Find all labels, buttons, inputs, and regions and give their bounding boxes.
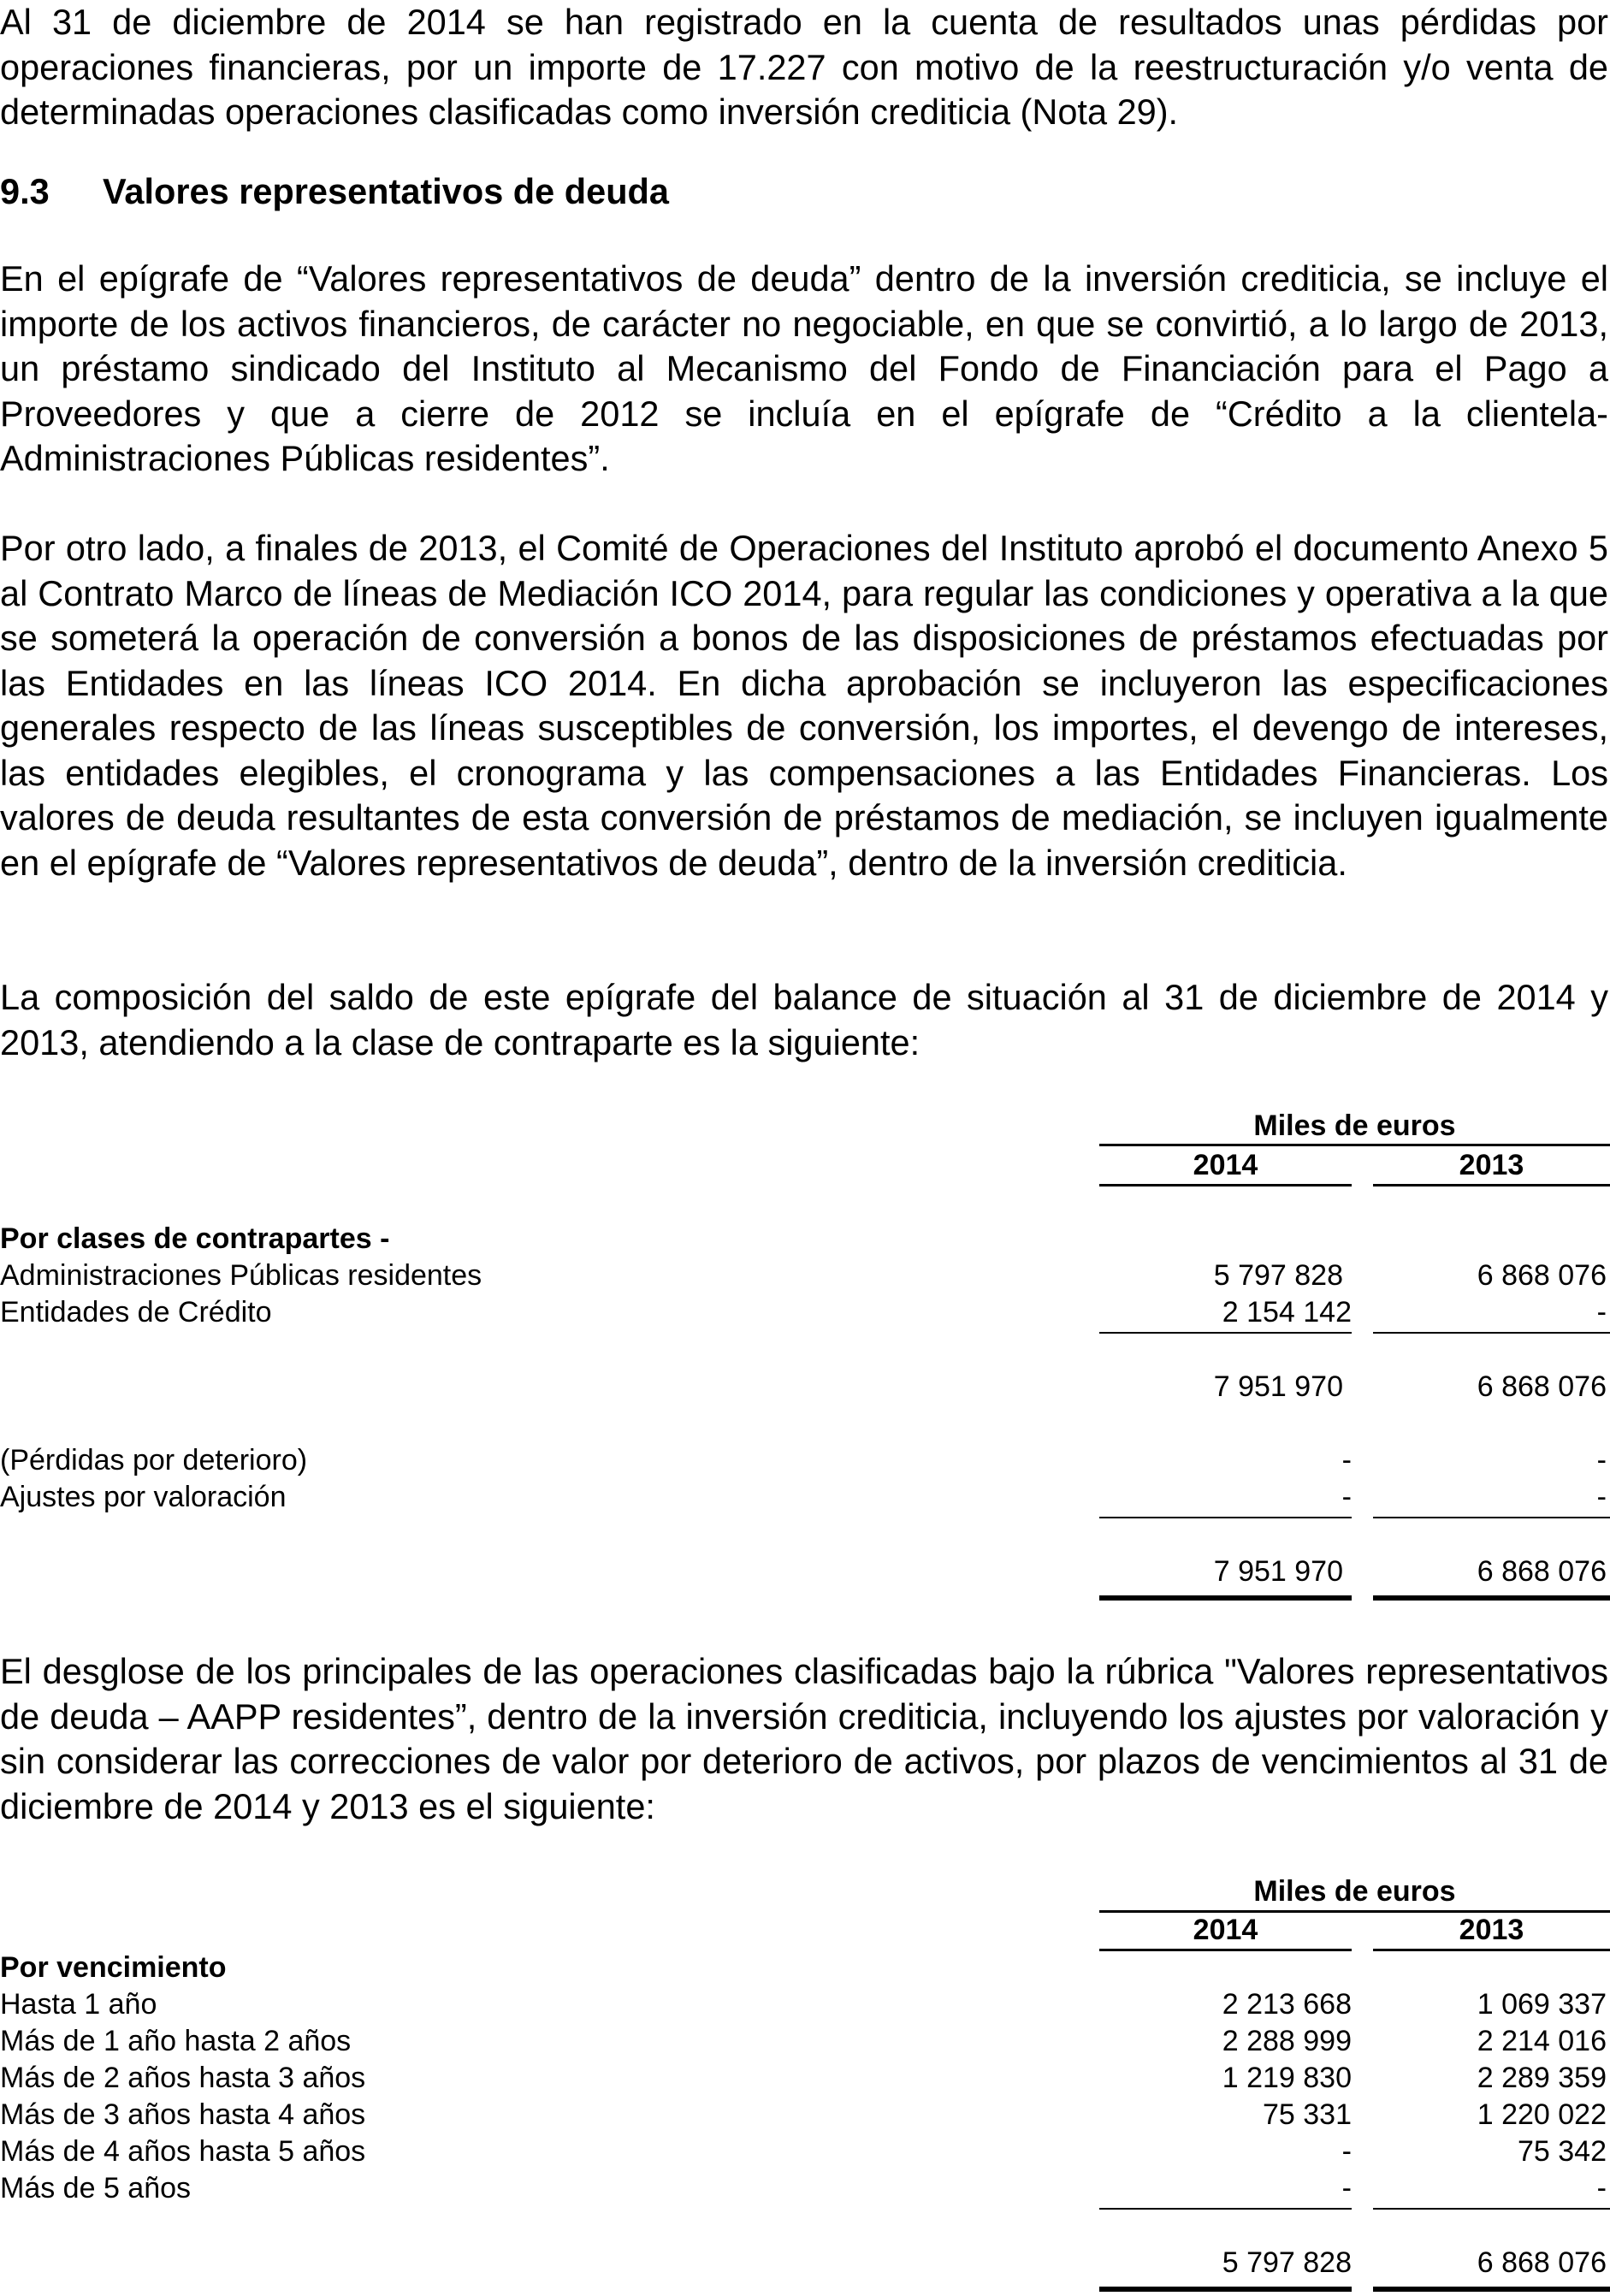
paragraph-3: La composición del saldo de este epígrafe del balance de situación al 31 de diciembre de 2014 y 2013, atendiendo a la clase de contraparte es la siguiente: (0, 977, 1608, 1062)
table-header-years-row (0, 1912, 1610, 1949)
table-header-unit-row (0, 1108, 1610, 1145)
value-2014: 1 219 830 (1222, 2062, 1352, 2094)
total-row (0, 1553, 1610, 1590)
double-rule-2014 (1099, 2287, 1352, 2292)
value-2014: 2 213 668 (1222, 1988, 1352, 2021)
total-row (0, 2245, 1610, 2281)
value-2013: 6 868 076 (1477, 1259, 1607, 1292)
unit-header: Miles de euros (1253, 1110, 1456, 1142)
unit-header: Miles de euros (1253, 1875, 1456, 1908)
section-title: Valores representativos de deuda (103, 171, 669, 211)
table-row (0, 1442, 1610, 1479)
total-2014: 7 951 970 (1213, 1555, 1343, 1588)
group-label: Por clases de contrapartes - (0, 1222, 390, 1255)
table-row (0, 1479, 1610, 1516)
table-row (0, 1986, 1610, 2023)
paragraph-2: Por otro lado, a finales de 2013, el Comité de Operaciones del Instituto aprobó el documento Anexo 5 al Contrato Marco de líneas de Mediación ICO 2014, para regular las condiciones y operativa a la que se someterá la operación de conversión a bonos de las disposiciones de préstamos efectuadas por las Entidades en las líneas ICO 2014. En dicha aprobación se incluyeron las especificaciones generales respecto de las líneas susceptibles de conversión, los importes, el devengo de intereses, las entidades elegibles, el cronograma y las compensaciones a las Entidades Financieras. Los valores de deuda resultantes de esta conversión de préstamos de mediación, se incluyen igualmente en el epígrafe de “Valores representativos de deuda”, dentro de la inversión crediticia. (0, 528, 1608, 883)
value-2014: 2 288 999 (1222, 2025, 1352, 2057)
table-row (0, 2170, 1610, 2207)
total-2014: 5 797 828 (1222, 2246, 1352, 2279)
double-rule-2013 (1373, 1595, 1610, 1601)
value-2014: - (1341, 1444, 1352, 1476)
value-2014: - (1341, 2135, 1352, 2168)
value-2013: - (1596, 1444, 1607, 1476)
table-row (0, 2023, 1610, 2060)
subtotal-rule-2013 (1373, 1332, 1610, 1334)
value-2013: 1 220 022 (1477, 2098, 1607, 2131)
row-label: Más de 1 año hasta 2 años (0, 2025, 352, 2057)
subtotal-2014: 7 951 970 (1213, 1370, 1343, 1403)
total-2013: 6 868 076 (1477, 2246, 1607, 2279)
row-label: Más de 3 años hasta 4 años (0, 2098, 366, 2131)
table-row (0, 2097, 1610, 2133)
paragraph-1: En el epígrafe de “Valores representativos de deuda” dentro de la inversión crediticia, se incluye el importe de los activos financieros, de carácter no negociable, en que se convirtió, a lo largo de 2013, un préstamo sindicado del Instituto al Mecanismo del Fondo de Financiación para el Pago a Proveedores y que a cierre de 2012 se incluía en el epígrafe de “Crédito a la clientela- Administraciones Públicas residentes”. (0, 258, 1608, 478)
header-rule (1099, 1144, 1610, 1146)
intro-paragraph: Al 31 de diciembre de 2014 se han registrado en la cuenta de resultados unas pérdidas por operaciones financieras, por un importe de 17.227 con motivo de la reestructuración y/o venta de determinadas operaciones clasificadas como inversión crediticia (Nota 29). (0, 2, 1608, 132)
value-2013: 1 069 337 (1477, 1988, 1607, 2021)
subtotal-2013: 6 868 076 (1477, 1370, 1607, 1403)
value-2014: - (1341, 2172, 1352, 2204)
table-row (0, 2060, 1610, 2097)
value-2014: 75 331 (1263, 2098, 1352, 2131)
group-label-row (0, 1221, 1610, 1257)
total-rule-2014 (1099, 1517, 1352, 1518)
row-label: Ajustes por valoración (0, 1481, 287, 1513)
year-rule-2014 (1099, 1184, 1352, 1186)
value-2014: 2 154 142 (1222, 1296, 1352, 1328)
group-label-row (0, 1950, 1610, 1986)
total-rule-2013 (1373, 1517, 1610, 1518)
subtotal-row (0, 1369, 1610, 1405)
value-2013: 2 289 359 (1477, 2062, 1607, 2094)
row-label: Más de 5 años (0, 2172, 192, 2204)
value-2014: 5 797 828 (1213, 1259, 1343, 1292)
table-row (0, 2133, 1610, 2170)
total-rule-2013 (1373, 2208, 1610, 2210)
section-number: 9.3 (0, 171, 50, 211)
row-label: Entidades de Crédito (0, 1296, 272, 1328)
paragraph-4: El desglose de los principales de las operaciones clasificadas bajo la rúbrica "Valores representativos de deuda – AAPP residentes”, dentro de la inversión crediticia, incluyendo los ajustes por valoración y sin considerar las correcciones de valor por deterioro de activos, por plazos de vencimientos al 31 de diciembre de 2014 y 2013 es el siguiente: (0, 1651, 1608, 1826)
subtotal-rule-2014 (1099, 1332, 1352, 1334)
value-2014: - (1341, 1481, 1352, 1513)
value-2013: - (1596, 1296, 1607, 1328)
column-header-2014: 2014 (1193, 1914, 1258, 1946)
value-2013: - (1596, 1481, 1607, 1513)
total-2013: 6 868 076 (1477, 1555, 1607, 1588)
row-label: Más de 2 años hasta 3 años (0, 2062, 366, 2094)
double-rule-2013 (1373, 2287, 1610, 2292)
table-header-unit-row (0, 1873, 1610, 1910)
year-rule-2013 (1373, 1184, 1610, 1186)
row-label: Administraciones Públicas residentes (0, 1259, 482, 1292)
table-row (0, 1257, 1610, 1294)
value-2013: - (1596, 2172, 1607, 2204)
total-rule-2014 (1099, 2208, 1352, 2210)
column-header-2013: 2013 (1459, 1914, 1524, 1946)
group-label: Por vencimiento (0, 1951, 227, 1984)
double-rule-2014 (1099, 1595, 1352, 1601)
row-label: Hasta 1 año (0, 1988, 157, 2021)
value-2013: 75 342 (1518, 2135, 1607, 2168)
table-header-years-row (0, 1147, 1610, 1184)
column-header-2014: 2014 (1193, 1149, 1258, 1181)
row-label: (Pérdidas por deterioro) (0, 1444, 308, 1476)
section-heading (0, 169, 669, 214)
table-row (0, 1294, 1610, 1331)
column-header-2013: 2013 (1459, 1149, 1524, 1181)
value-2013: 2 214 016 (1477, 2025, 1607, 2057)
row-label: Más de 4 años hasta 5 años (0, 2135, 366, 2168)
